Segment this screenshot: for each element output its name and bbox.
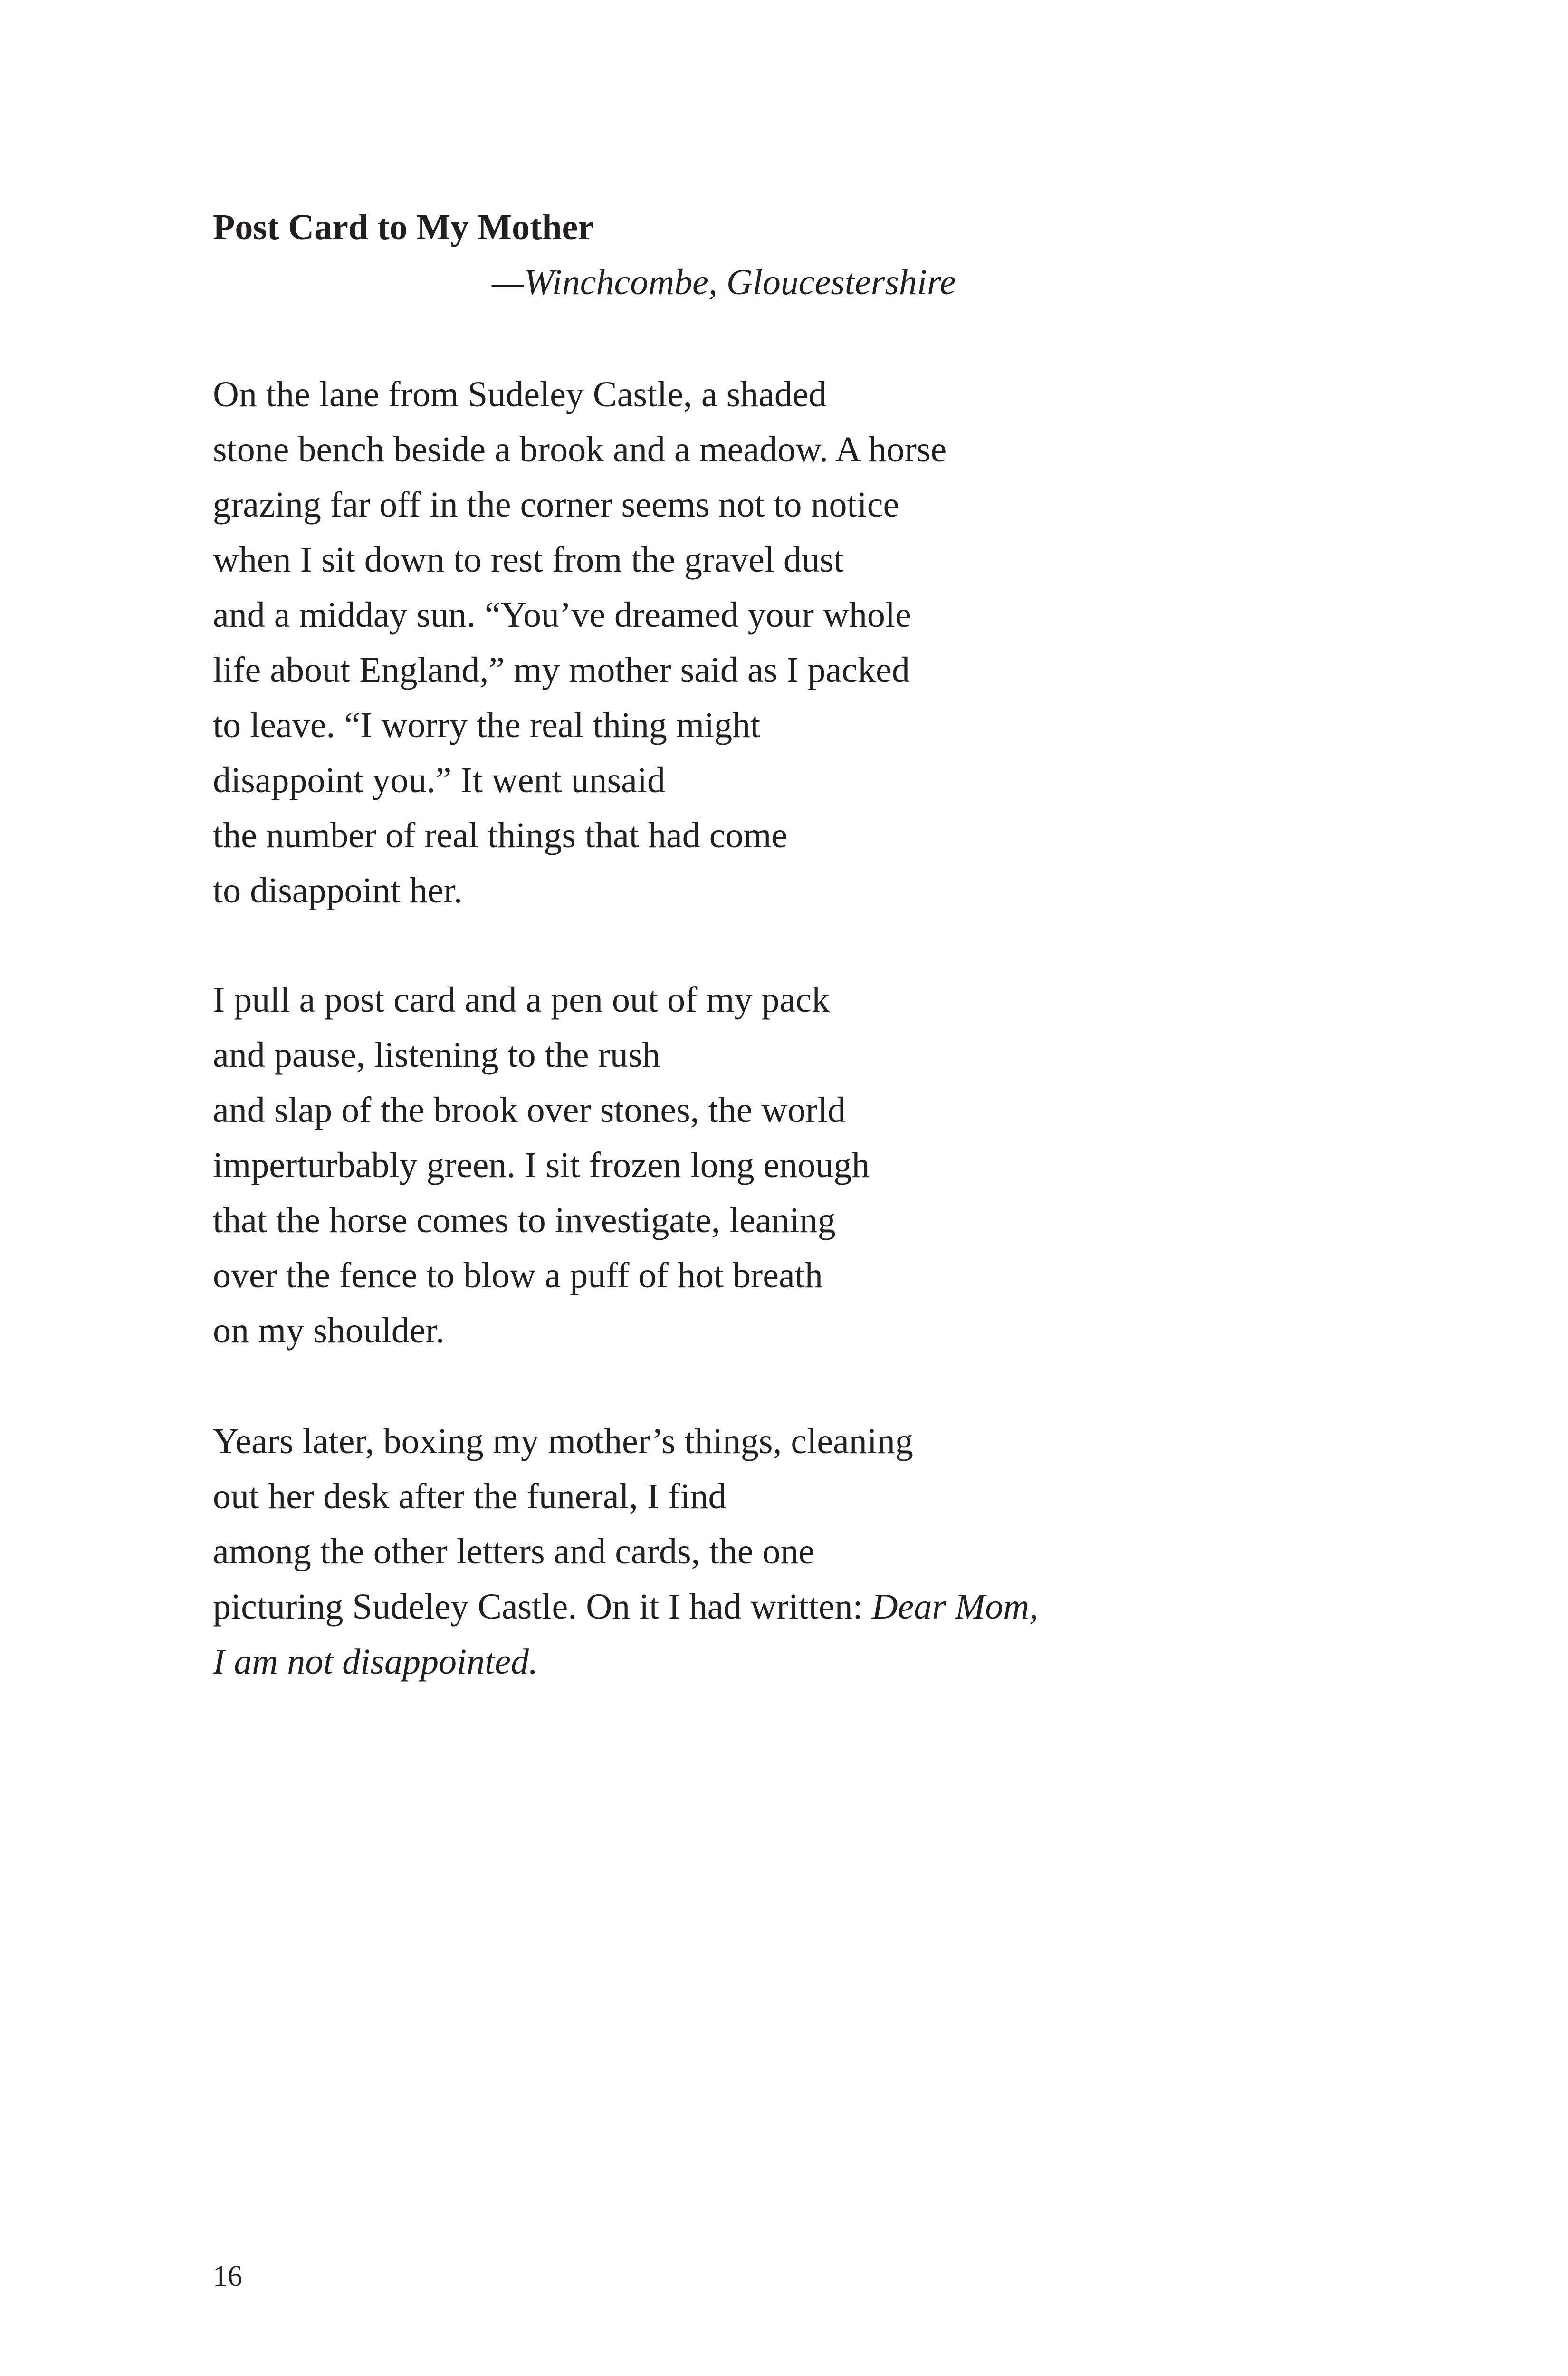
poem-line: and pause, listening to the rush [213, 1035, 660, 1075]
poem-line: stone bench beside a brook and a meadow. A horse [213, 430, 947, 469]
poem-line [213, 1579, 1038, 1634]
poem-line: over the fence to blow a puff of hot breath [213, 1255, 823, 1295]
poem-line: On the lane from Sudeley Castle, a shaded [213, 374, 827, 414]
poem-title: Post Card to My Mother [213, 207, 594, 247]
poem-line: Years later, boxing my mother’s things, cleaning [213, 1421, 913, 1461]
poem-line: I am not disappointed. [213, 1642, 538, 1682]
poem-line: and slap of the brook over stones, the world [213, 1090, 846, 1130]
poem-line: on my shoulder. [213, 1311, 445, 1351]
poem-line: that the horse comes to investigate, leaning [213, 1200, 836, 1240]
poem-line: imperturbably green. I sit frozen long enough [213, 1145, 870, 1185]
page-number: 16 [213, 2260, 242, 2292]
poem-line: and a midday sun. “You’ve dreamed your whole [213, 595, 911, 635]
poem-line: among the other letters and cards, the one [213, 1532, 815, 1571]
poem-epigraph: —Winchcombe, Gloucestershire [492, 262, 956, 302]
poem-line: I pull a post card and a pen out of my pack [213, 980, 830, 1020]
poem-line: when I sit down to rest from the gravel dust [213, 540, 844, 580]
poem-line-italic: Dear Mom, [871, 1587, 1039, 1627]
poem-line: to leave. “I worry the real thing might [213, 705, 761, 745]
poem-line: to disappoint her. [213, 871, 463, 910]
poem-line: life about England,” my mother said as I packed [213, 650, 910, 690]
poem-line: the number of real things that had come [213, 815, 788, 855]
poem-line-roman: picturing Sudeley Castle. On it I had written: [213, 1587, 872, 1627]
stanza-2 [213, 972, 870, 1358]
poem-line: out her desk after the funeral, I find [213, 1476, 727, 1516]
poem-line: grazing far off in the corner seems not to notice [213, 485, 899, 525]
stanza-1 [213, 367, 947, 918]
poem-line: disappoint you.” It went unsaid [213, 760, 665, 800]
stanza-3 [213, 1414, 1038, 1689]
